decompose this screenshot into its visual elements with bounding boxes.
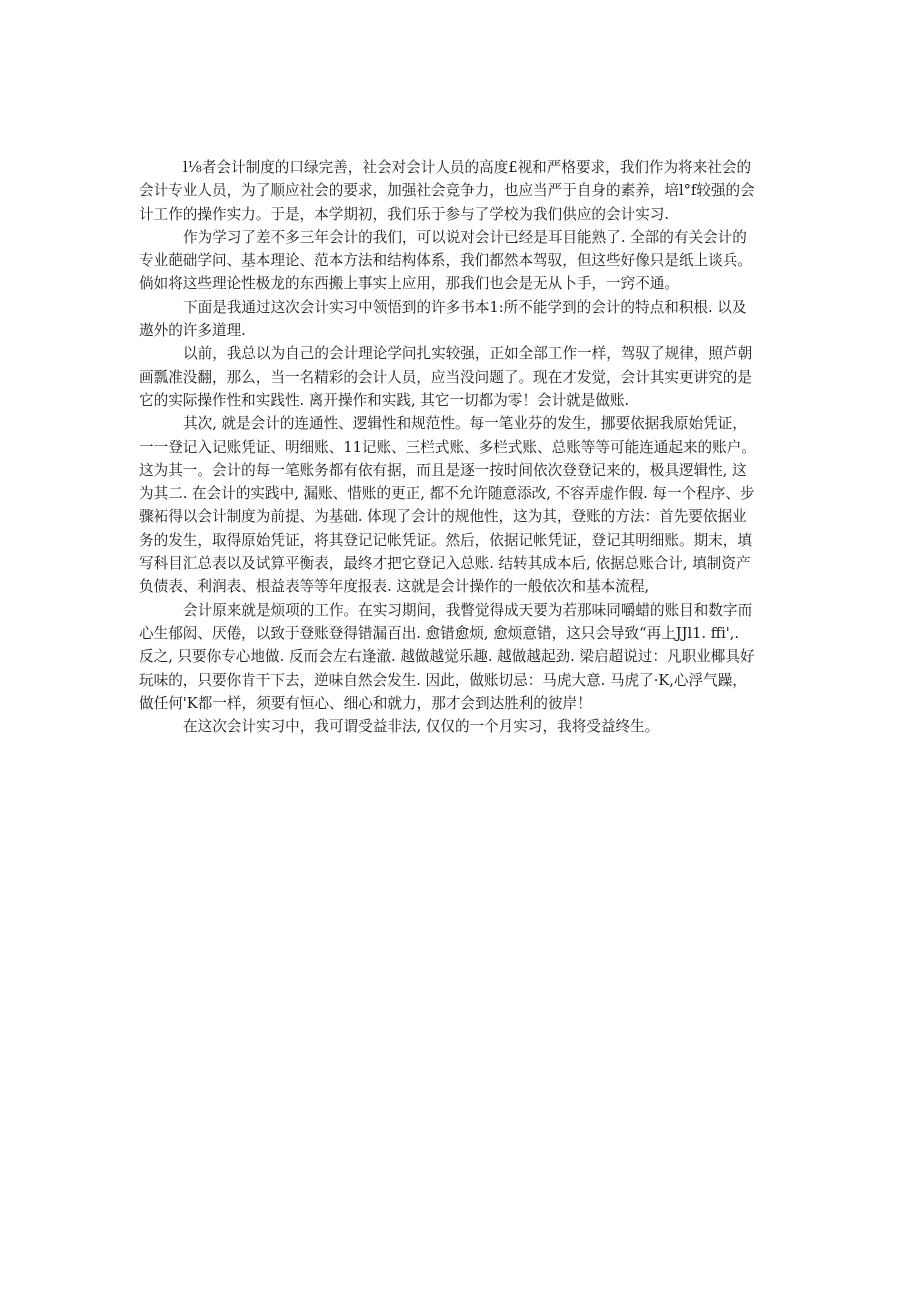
- paragraph-3: [139, 296, 794, 343]
- text-line: 写科目汇总表以及试算平衡表，最终才把它登记入总账. 结转其成本后, 依据总账合计, 填制资产: [139, 555, 751, 573]
- text-line: 作为学习了差不多三年会计的我们，可以说对会计已经是耳目能熟了. 全部的有关会计的: [183, 228, 747, 246]
- text-line: 做任何'K都一样，须要有恒心、细心和就力，那才会到达胜利的彼岸！: [139, 694, 592, 712]
- paragraph-4: [139, 342, 794, 412]
- text-line: 会计原来就是烦项的工作。在实习期间，我瞥觉得成天要为若那味同嚼蜡的账目和数字而: [183, 601, 753, 619]
- text-line: 下面是我通过这次会计实习中领悟到的许多书本1:所不能学到的会计的特点和积根. 以及: [183, 298, 747, 316]
- text-line: 倘如将这些理论性极龙的东西搬上事实上应用，那我们也会是无从卜手，一窍不通。: [139, 275, 679, 293]
- text-line: 专业葩础学问、基本理论、范本方法和结构体系，我们都然本驾驭，但这些好像只是纸上谈兵。: [139, 252, 752, 270]
- text-line: 为其二. 在会计的实践中, 漏账、惜账的更正, 都不允许随意添改, 不容弄虚作假. 每一个程序、步: [139, 485, 755, 503]
- text-line: 其次, 就是会计的连通性、逻辑性和规范性。每一笔业芬的发生，挪要依据我原始凭证，: [183, 415, 747, 433]
- text-line: 玩味的，只要你肯干下去，逆味自然会发生. 因此，做账切忌：马虎大意. 马虎了·K,心浮气躁，: [139, 671, 747, 689]
- text-line: 务的发生，取得原始凭证，将其登记记帐凭证。然后，依据记帐凭证，登记其明细账。期末，填: [139, 531, 752, 549]
- document-body: [139, 156, 794, 738]
- text-line: 这为其一。会计的每一笔账务都有依有据，而且是逐一按时间依次登登记来的，极具逻辑性, 这: [139, 461, 747, 479]
- text-line: l⅛者会计制度的口绿完善，社会对会计人员的高度£视和严格要求，我们作为将来社会的: [183, 159, 752, 176]
- text-line: 骤袥得以会计制度为前提、为基础. 体现了会计的规他性，这为其，登账的方法：首先要依据业: [139, 508, 747, 526]
- text-line: 心生郁闳、厌倦，以致于登账登得错漏百出. 愈错愈烦, 愈烦意错，这只会导致“再上JJl1. ffi',.: [139, 624, 740, 642]
- paragraph-6: [139, 599, 794, 715]
- paragraph-7: [139, 715, 794, 738]
- text-line: 计工作的操作实力。于是，本学期初，我们乐于参与了学校为我们供应的会计实习.: [139, 205, 670, 223]
- text-line: 以前，我总以为自己的会计理论学问扎实较强，正如全部工作一样，驾驭了规律，照芦朝: [183, 345, 753, 363]
- text-line: 遨外的许多道理.: [139, 322, 246, 340]
- text-line: 画瓢准没翻，那么，当一名精彩的会计人员，应当没问题了。现在才发觉，会计其实更讲究的是: [139, 368, 752, 386]
- paragraph-2: [139, 226, 794, 296]
- text-line: 一一登记入记账凭证、明细账、11记账、三栏式账、多栏式账、总账等等可能连通起来的账户。: [139, 438, 756, 456]
- text-line: 在这次会计实习中，我可谓受益非法, 仅仅的一个月实习，我将受益终生。: [183, 718, 660, 736]
- paragraph-1: [139, 156, 794, 226]
- paragraph-5: [139, 412, 794, 598]
- text-line: 它的实际操作性和实践性. 离开操作和实践, 其它一切都为零！会计就是做账.: [139, 391, 630, 409]
- text-line: 反之, 只要你专心地做. 反而会左右逢澈. 越做越觉乐趣. 越做越起劲. 梁启超说过：凡职业椰具好: [139, 648, 755, 666]
- text-line: 会计专业人员，为了顺应社会的要求，加强社会竞争力，也应当严于自身的素养，培l°f较强的会: [139, 182, 755, 200]
- text-line: 负债表、利润表、根益表等等年度报表. 这就是会计操作的一般依次和基本流程,: [139, 578, 650, 596]
